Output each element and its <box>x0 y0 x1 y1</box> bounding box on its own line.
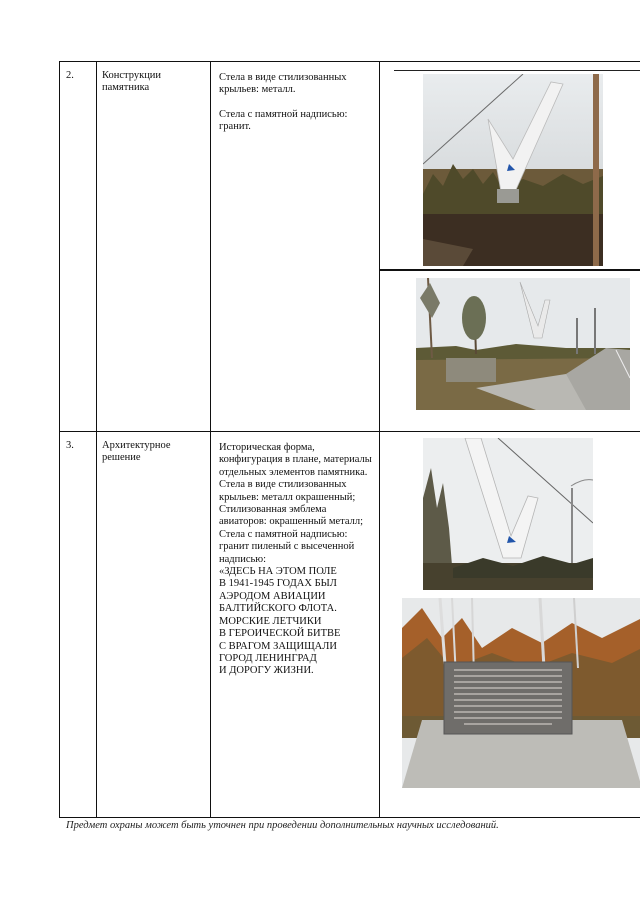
stele-roadside-photo <box>416 278 630 410</box>
description-line: Стела в виде стилизованных крыльев: металл. <box>219 72 347 96</box>
row-number: 2. <box>60 62 97 432</box>
photo-cell <box>380 62 640 432</box>
photo-top-rule <box>394 70 640 71</box>
granite-plaque-photo <box>402 598 640 788</box>
description-line: Стилизованная эмблема авиаторов: окрашенный металл; <box>219 504 364 528</box>
table-row <box>60 62 640 432</box>
table-row <box>60 432 640 818</box>
description-line: Стела в виде стилизованных крыльев: металл окрашенный; <box>219 479 356 503</box>
photo-separator <box>380 269 640 271</box>
stele-wings-closeup-photo <box>423 438 593 590</box>
description-line: Историческая форма, конфигурация в плане, материалы отдельных элементов памятника. <box>219 442 372 478</box>
row-name: Архитектурное решение <box>97 432 211 818</box>
description-line: Стела с памятной надписью: гранит. <box>219 108 348 133</box>
row-description <box>211 62 380 432</box>
photo-cell <box>380 432 640 818</box>
stele-wings-photo <box>423 74 603 266</box>
protection-table <box>59 61 640 818</box>
row-name: Конструкции памятника <box>97 62 211 432</box>
row-description <box>211 432 380 818</box>
row-number: 3. <box>60 432 97 818</box>
inscription-text: «ЗДЕСЬ НА ЭТОМ ПОЛЕ В 1941-1945 ГОДАХ БЫЛ АЭРОДОМ АВИАЦИИ БАЛТИЙСКОГО ФЛОТА. МОРСКИЕ ЛЕТЧИКИ В ГЕРОИЧЕСКОЙ БИТВЕ С ВРАГОМ ЗАЩИЩАЛИ ГОРОД ЛЕНИНГРАД И ДОРОГУ ЖИЗНИ. <box>219 566 341 677</box>
footer-note: Предмет охраны может быть уточнен при проведении дополнительных научных исследований. <box>66 820 499 831</box>
description-line: Стела с памятной надписью: гранит пиленый с высеченной надписью: <box>219 528 355 565</box>
